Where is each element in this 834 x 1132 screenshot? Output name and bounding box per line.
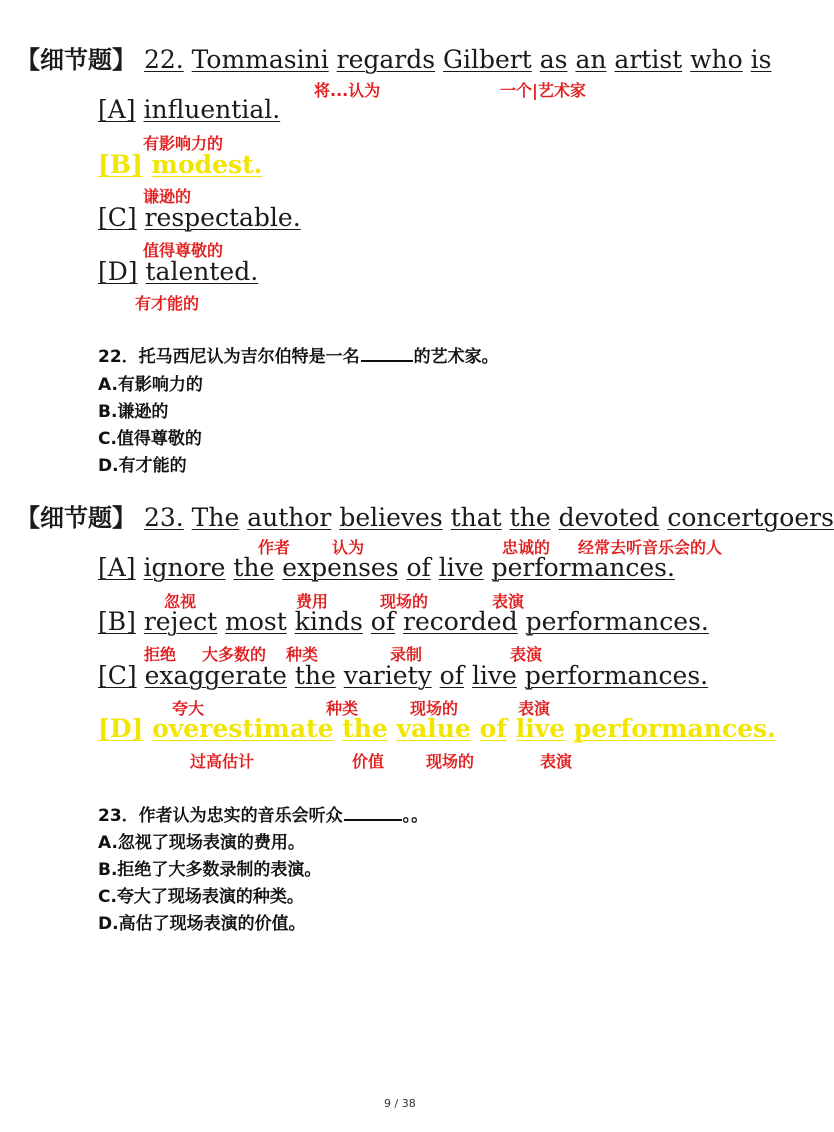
option-label: [B] xyxy=(98,150,143,179)
answer-blank xyxy=(361,344,413,362)
q22-option-c-note: 值得尊敬的 xyxy=(143,241,224,260)
option-word: performances. xyxy=(525,607,709,636)
q22-option-d xyxy=(98,257,258,286)
option-label: [C] xyxy=(98,661,137,690)
q23-a-note: 忽视 xyxy=(164,592,197,611)
q22-word: who xyxy=(690,45,743,74)
q22-translation-option: B.谦逊的 xyxy=(98,402,169,422)
option-text: talented. xyxy=(145,257,259,286)
option-word: performances. xyxy=(491,553,675,582)
q23-d-note: 表演 xyxy=(540,752,573,771)
option-word: value xyxy=(396,714,471,743)
q23-note: 作者 xyxy=(258,538,291,557)
q22-translation-option: A.有影响力的 xyxy=(98,375,203,395)
q23-b-note: 拒绝 xyxy=(144,645,177,664)
option-word: ignore xyxy=(143,553,226,582)
option-word: the xyxy=(342,714,388,743)
stem-after: 。。 xyxy=(402,806,429,826)
q22-option-b-note: 谦逊的 xyxy=(143,187,192,206)
q23-note: 忠诚的 xyxy=(502,538,551,557)
q23-word: The xyxy=(191,503,240,532)
q23-a-note: 表演 xyxy=(492,592,525,611)
q22-word: is xyxy=(750,45,772,74)
q23-translation-option: C.夸大了现场表演的种类。 xyxy=(98,887,304,907)
q23-word: devoted xyxy=(558,503,660,532)
q23-word: that xyxy=(450,503,502,532)
option-text: respectable. xyxy=(144,203,301,232)
option-label: [D] xyxy=(98,714,144,743)
q22-word: regards xyxy=(336,45,436,74)
q22-option-a xyxy=(98,95,280,124)
stem-before: 23．作者认为忠实的音乐会听众 xyxy=(98,806,343,826)
option-word: variety xyxy=(343,661,432,690)
option-label: [C] xyxy=(98,203,137,232)
q22-translation-option: C.值得尊敬的 xyxy=(98,429,202,449)
q23-c-note: 表演 xyxy=(518,699,551,718)
q22-word: as xyxy=(539,45,568,74)
q22-translation-option: D.有才能的 xyxy=(98,456,187,476)
q23-word: believes xyxy=(339,503,443,532)
q23-b-note: 种类 xyxy=(286,645,319,664)
option-label: [D] xyxy=(98,257,138,286)
option-word: recorded xyxy=(403,607,518,636)
option-word: of xyxy=(406,553,431,582)
q23-a-note: 现场的 xyxy=(380,592,429,611)
q23-word: author xyxy=(247,503,332,532)
option-word: live xyxy=(438,553,484,582)
option-word: exaggerate xyxy=(144,661,287,690)
q23-word: 23. xyxy=(143,503,184,532)
q22-note: 将...认为 xyxy=(314,81,381,100)
stem-after: 的艺术家。 xyxy=(413,347,499,367)
q23-translation-option: D.高估了现场表演的价值。 xyxy=(98,914,306,934)
option-word: live xyxy=(471,661,517,690)
q23-b-note: 录制 xyxy=(390,645,423,664)
option-text: modest. xyxy=(151,150,263,179)
q23-d-note: 价值 xyxy=(352,752,385,771)
option-word: performances. xyxy=(524,661,709,690)
option-word: of xyxy=(370,607,396,636)
option-label: [A] xyxy=(98,95,136,124)
stem-before: 22．托马西尼认为吉尔伯特是一名 xyxy=(98,347,360,367)
q22-word: an xyxy=(575,45,607,74)
option-word: the xyxy=(294,661,336,690)
option-word: performances. xyxy=(573,714,776,743)
option-word: the xyxy=(233,553,275,582)
q22-stem xyxy=(16,40,772,75)
option-word: most xyxy=(225,607,287,636)
q23-option-c xyxy=(98,661,708,690)
q23-option-d-answer xyxy=(98,714,776,743)
q22-word: Gilbert xyxy=(443,45,532,74)
option-word: of xyxy=(479,714,508,743)
option-word: of xyxy=(439,661,464,690)
q23-note: 经常去听音乐会的人 xyxy=(578,538,723,557)
q23-b-note: 大多数的 xyxy=(202,645,267,664)
q23-option-a xyxy=(98,553,675,582)
q23-stem xyxy=(16,498,834,533)
answer-blank xyxy=(344,803,402,821)
q23-c-note: 种类 xyxy=(326,699,359,718)
q22-note: 一个|艺术家 xyxy=(500,81,586,100)
option-word: expenses xyxy=(282,553,399,582)
option-label: [A] xyxy=(98,553,136,582)
option-word: reject xyxy=(143,607,218,636)
option-word: live xyxy=(515,714,566,743)
q22-word: Tommasini xyxy=(191,45,329,74)
q23-translation-stem xyxy=(98,801,428,826)
q22-word: 22. xyxy=(143,45,184,74)
option-word: overestimate xyxy=(152,714,334,743)
q23-c-note: 夸大 xyxy=(172,699,205,718)
q22-option-c xyxy=(98,203,301,232)
option-text: influential. xyxy=(143,95,281,124)
q23-b-note: 表演 xyxy=(510,645,543,664)
q22-option-b-answer xyxy=(98,150,262,179)
q23-d-note: 现场的 xyxy=(426,752,475,771)
q22-word: artist xyxy=(614,45,683,74)
q23-d-note: 过高估计 xyxy=(190,752,255,771)
page-number: 9 / 38 xyxy=(384,1097,416,1110)
option-label: [B] xyxy=(98,607,136,636)
q23-c-note: 现场的 xyxy=(410,699,459,718)
q22-option-d-note: 有才能的 xyxy=(135,294,200,313)
q23-a-note: 费用 xyxy=(296,592,329,611)
q23-translation-option: B.拒绝了大多数录制的表演。 xyxy=(98,860,322,880)
q23-word: the xyxy=(509,503,551,532)
q22-option-a-note: 有影响力的 xyxy=(143,134,224,153)
q23-word: concertgoers xyxy=(667,503,834,532)
q23-option-b xyxy=(98,607,709,636)
q23-translation-option: A.忽视了现场表演的费用。 xyxy=(98,833,305,853)
q23-tag: 【细节题】 xyxy=(16,504,136,532)
option-word: kinds xyxy=(294,607,363,636)
q22-translation-stem xyxy=(98,342,499,367)
q23-note: 认为 xyxy=(332,538,365,557)
q22-tag: 【细节题】 xyxy=(16,46,136,74)
